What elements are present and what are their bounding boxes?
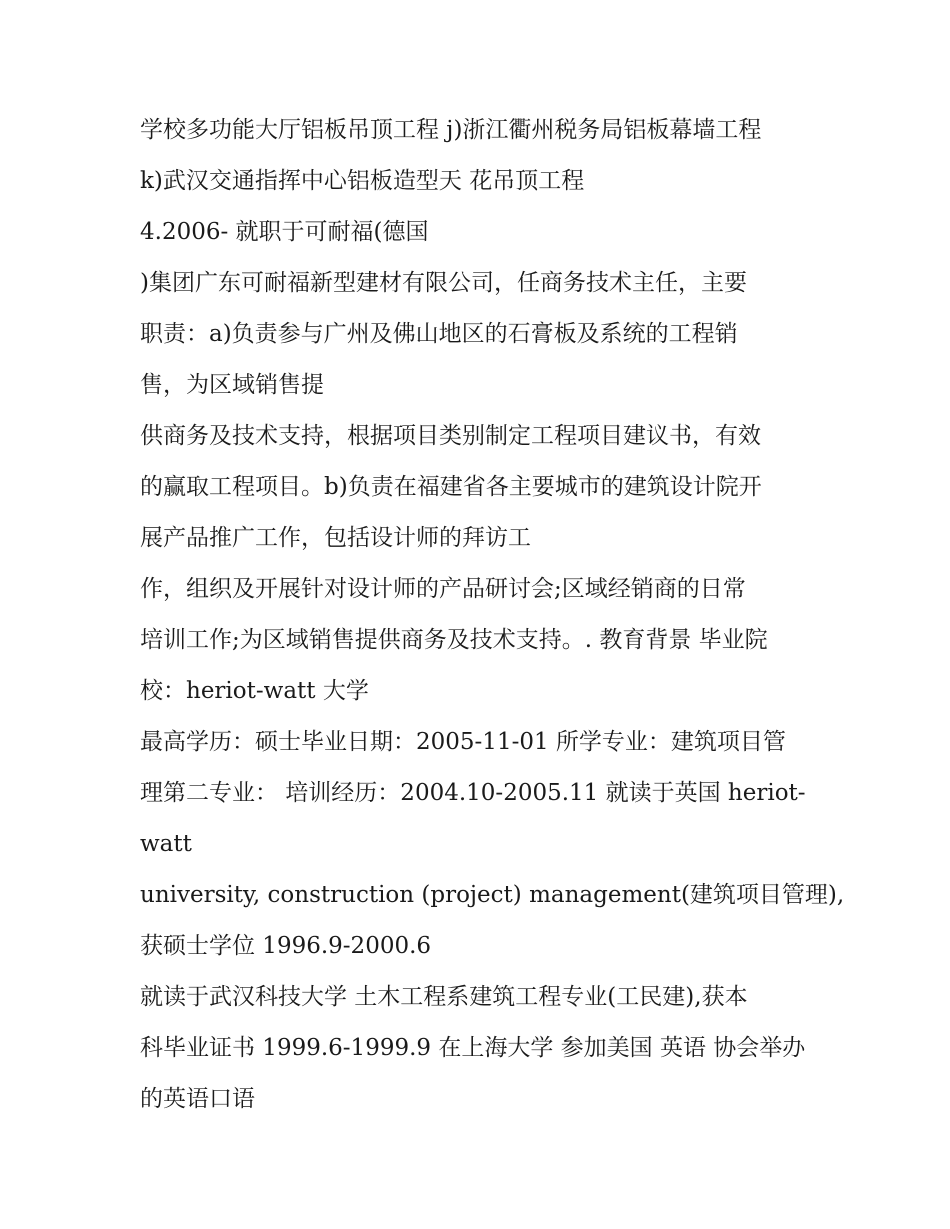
text-line: 理第二专业： 培训经历：2004.10-2005.11 就读于英国 heriot- [140, 780, 806, 806]
text-line: 学校多功能大厅铝板吊顶工程 j)浙江衢州税务局铝板幕墙工程 [140, 117, 762, 143]
text-line: 展产品推广工作，包括设计师的拜访工 [140, 525, 531, 551]
document-body [140, 105, 845, 1125]
text-line: )集团广东可耐福新型建材有限公司，任商务技术主任，主要 [140, 270, 747, 296]
text-line: 供商务及技术支持，根据项目类别制定工程项目建议书，有效 [140, 423, 761, 449]
text-line: university, construction (project) management(建筑项目管理), [140, 882, 845, 908]
text-line: 就读于武汉科技大学 土木工程系建筑工程专业(工民建),获本 [140, 984, 748, 1010]
text-line: 4.2006- 就职于可耐福(德国 [140, 219, 429, 245]
text-line: 职责：a)负责参与广州及佛山地区的石膏板及系统的工程销 [140, 321, 738, 347]
text-line: 作，组织及开展针对设计师的产品研讨会;区域经销商的日常 [140, 576, 746, 602]
text-line: 最高学历：硕士毕业日期：2005-11-01 所学专业：建筑项目管 [140, 729, 786, 755]
text-line: 培训工作;为区域销售提供商务及技术支持。. 教育背景 毕业院 [140, 627, 768, 653]
text-line: 的赢取工程项目。b)负责在福建省各主要城市的建筑设计院开 [140, 474, 762, 500]
text-line: 校：heriot-watt 大学 [140, 678, 369, 704]
text-line: 的英语口语 [140, 1086, 255, 1112]
text-line: 获硕士学位 1996.9-2000.6 [140, 933, 432, 959]
text-line: k)武汉交通指挥中心铝板造型天 花吊顶工程 [140, 168, 585, 194]
text-line: 科毕业证书 1999.6-1999.9 在上海大学 参加美国 英语 协会举办 [140, 1035, 806, 1061]
text-line: 售，为区域销售提 [140, 372, 324, 398]
text-line: watt [140, 831, 192, 857]
